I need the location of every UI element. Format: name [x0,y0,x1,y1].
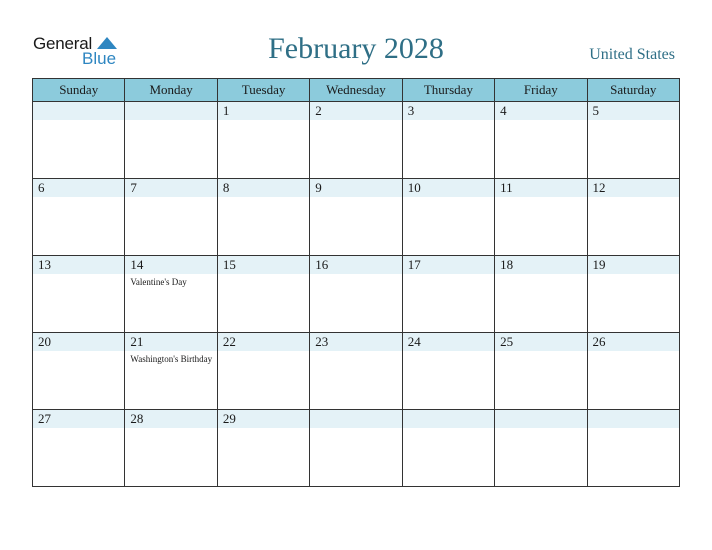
day-number: 29 [218,410,309,428]
day-number [403,410,494,428]
day-number: 4 [495,102,586,120]
day-number: 26 [588,333,679,351]
day-cell[interactable] [402,179,494,256]
day-cell[interactable] [495,410,587,487]
day-number: 11 [495,179,586,197]
day-cell[interactable] [495,102,587,179]
day-cell[interactable] [125,179,217,256]
holiday-label: Valentine's Day [130,277,187,287]
day-number: 21 [125,333,216,351]
weekday-header: Wednesday [310,79,402,102]
day-cell[interactable] [310,179,402,256]
weekday-header: Saturday [587,79,679,102]
day-cell[interactable] [217,102,309,179]
day-cell[interactable] [33,102,125,179]
day-number: 24 [403,333,494,351]
day-cell[interactable] [217,333,309,410]
day-cell[interactable] [125,410,217,487]
day-cell[interactable] [125,256,217,333]
day-number: 10 [403,179,494,197]
day-number: 16 [310,256,401,274]
day-cell[interactable] [402,102,494,179]
day-number: 12 [588,179,679,197]
day-number [33,102,124,120]
day-cell[interactable] [310,256,402,333]
day-cell[interactable] [125,102,217,179]
week-row [33,256,680,333]
day-cell[interactable] [33,333,125,410]
day-number: 1 [218,102,309,120]
day-number: 25 [495,333,586,351]
day-number: 5 [588,102,679,120]
day-cell[interactable] [495,333,587,410]
day-cell[interactable] [402,410,494,487]
day-cell[interactable] [310,333,402,410]
week-row [33,333,680,410]
day-cell[interactable] [33,256,125,333]
day-cell[interactable] [402,333,494,410]
day-number: 19 [588,256,679,274]
country-label: United States [589,46,675,63]
day-cell[interactable] [587,410,679,487]
weekday-header: Monday [125,79,217,102]
day-number: 9 [310,179,401,197]
day-number [310,410,401,428]
day-cell[interactable] [587,333,679,410]
logo-word-general: General [33,34,93,53]
day-number: 28 [125,410,216,428]
day-cell[interactable] [495,179,587,256]
weekday-header: Sunday [33,79,125,102]
day-number: 27 [33,410,124,428]
day-number [588,410,679,428]
weekday-header: Thursday [402,79,494,102]
day-cell[interactable] [33,410,125,487]
day-number: 13 [33,256,124,274]
day-cell[interactable] [587,256,679,333]
day-number: 14 [125,256,216,274]
day-cell[interactable] [587,102,679,179]
calendar-grid [32,78,680,487]
day-cell[interactable] [217,179,309,256]
day-cell[interactable] [310,410,402,487]
day-cell[interactable] [217,410,309,487]
day-cell[interactable] [495,256,587,333]
day-number: 17 [403,256,494,274]
page-title: February 2028 [268,32,444,65]
day-number: 3 [403,102,494,120]
day-number: 6 [33,179,124,197]
day-cell[interactable] [33,179,125,256]
weekday-header: Friday [495,79,587,102]
day-cell[interactable] [402,256,494,333]
day-number: 20 [33,333,124,351]
day-number: 18 [495,256,586,274]
week-row [33,410,680,487]
logo-word-blue: Blue [82,49,117,68]
holiday-label: Washington's Birthday [130,354,213,364]
day-number [495,410,586,428]
day-cell[interactable] [310,102,402,179]
day-number: 23 [310,333,401,351]
day-number: 15 [218,256,309,274]
day-number: 22 [218,333,309,351]
weekday-header-row [33,79,680,102]
weekday-header: Tuesday [217,79,309,102]
day-cell[interactable] [217,256,309,333]
day-number: 2 [310,102,401,120]
day-number: 7 [125,179,216,197]
day-number [125,102,216,120]
day-cell[interactable] [587,179,679,256]
day-number: 8 [218,179,309,197]
week-row [33,102,680,179]
day-cell[interactable] [125,333,217,410]
week-row [33,179,680,256]
